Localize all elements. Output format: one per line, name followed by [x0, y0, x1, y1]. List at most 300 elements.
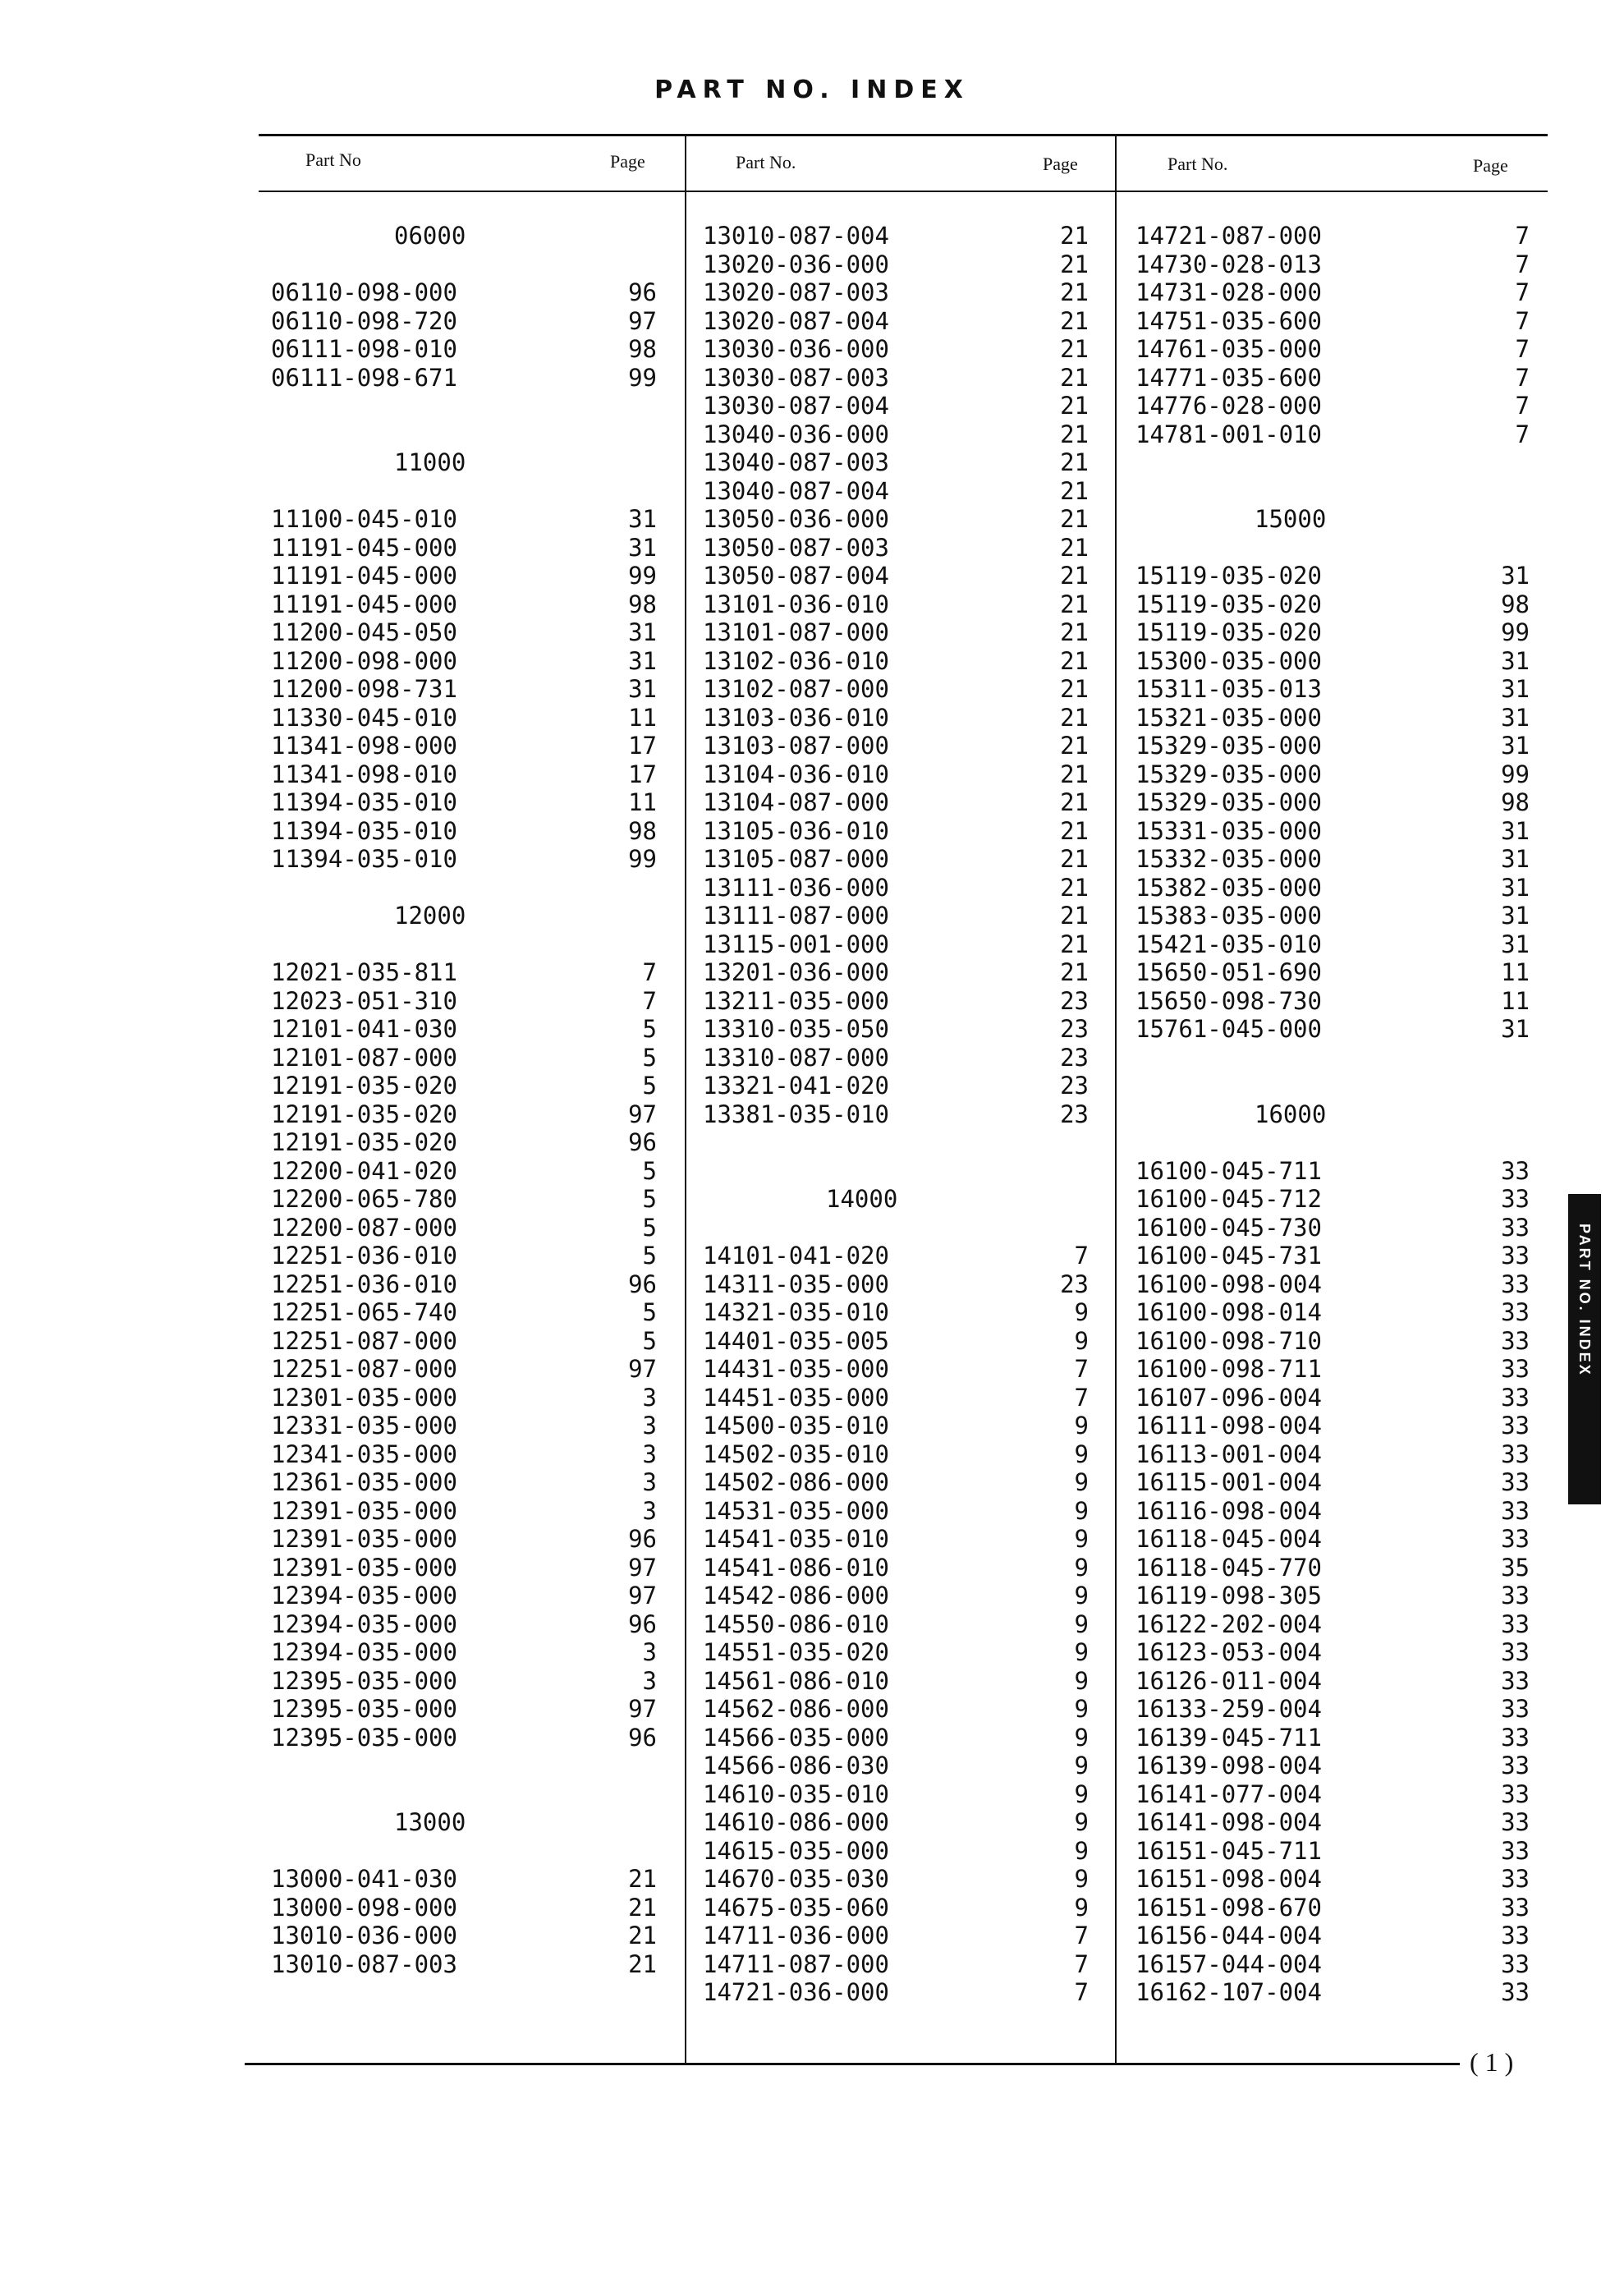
part-number: 13010-036-000: [271, 1922, 457, 1949]
index-row: [271, 1525, 673, 1554]
page-reference: 96: [628, 1128, 657, 1156]
index-row: [703, 477, 1105, 506]
part-number: 14610-035-010: [703, 1779, 889, 1808]
index-row: [703, 1638, 1105, 1667]
part-number: 13102-087-000: [703, 675, 889, 703]
page-reference: 33: [1501, 1185, 1530, 1213]
part-number: 12395-035-000: [271, 1695, 457, 1723]
part-number: 14401-035-005: [703, 1326, 889, 1355]
page-reference: 5: [642, 1185, 657, 1213]
index-row: [1135, 1922, 1538, 1950]
index-row: [271, 307, 673, 336]
page-reference: 98: [628, 335, 657, 363]
index-row: [271, 788, 673, 817]
page-reference: 9: [1074, 1752, 1089, 1779]
page-reference: 99: [628, 845, 657, 873]
spacer-row: [271, 420, 673, 449]
part-number: 14550-086-010: [703, 1609, 889, 1638]
index-row: [703, 930, 1105, 959]
part-number: 11200-098-731: [271, 675, 457, 703]
part-number: 16116-098-004: [1135, 1496, 1322, 1525]
page-reference: 21: [1060, 306, 1089, 335]
page-reference: 9: [1074, 1723, 1089, 1752]
part-number: 16139-098-004: [1135, 1752, 1322, 1779]
index-row: [703, 1837, 1105, 1866]
index-row: [1135, 1950, 1538, 1979]
index-row: [1135, 647, 1538, 676]
page-reference: 7: [1515, 392, 1530, 420]
section-heading-row: [703, 1185, 1105, 1214]
page-reference: 9: [1074, 1553, 1089, 1582]
part-number: 12251-065-740: [271, 1298, 457, 1326]
index-column-3: [1135, 222, 1538, 2007]
part-number: 12191-035-020: [271, 1072, 457, 1100]
part-number: 13321-041-020: [703, 1072, 889, 1100]
part-number: 11330-045-010: [271, 703, 457, 732]
page-reference: 9: [1074, 1695, 1089, 1723]
page-reference: 21: [628, 1865, 657, 1893]
index-row: [271, 1582, 673, 1610]
page-reference: 5: [642, 1043, 657, 1072]
page-reference: 97: [628, 306, 657, 335]
section-heading-row: [271, 448, 673, 477]
index-row: [271, 1157, 673, 1186]
part-number: 14502-086-000: [703, 1468, 889, 1496]
index-row: [271, 647, 673, 676]
page-reference: 7: [1074, 1922, 1089, 1949]
page-reference: 9: [1074, 1638, 1089, 1666]
part-number: 11394-035-010: [271, 816, 457, 845]
part-number: 13310-087-000: [703, 1043, 889, 1072]
part-number: 06110-098-720: [271, 306, 457, 335]
page-reference: 21: [1060, 533, 1089, 562]
page-reference: 3: [642, 1412, 657, 1440]
page-reference: 33: [1501, 1666, 1530, 1695]
spacer-row: [271, 930, 673, 959]
page-reference: 33: [1501, 1723, 1530, 1752]
page-reference: 21: [1060, 816, 1089, 845]
index-row: [271, 1724, 673, 1752]
part-number: 14711-087-000: [703, 1949, 889, 1978]
page-reference: 23: [1060, 986, 1089, 1015]
part-number: 14711-036-000: [703, 1922, 889, 1949]
index-row: [703, 1894, 1105, 1922]
index-row: [703, 1582, 1105, 1610]
page-reference: 9: [1074, 1609, 1089, 1638]
part-number: 13111-036-000: [703, 873, 889, 902]
page-reference: 98: [1501, 788, 1530, 816]
index-row: [1135, 845, 1538, 874]
page-reference: 33: [1501, 1949, 1530, 1978]
index-row: [271, 1865, 673, 1894]
page-reference: 9: [1074, 1779, 1089, 1808]
index-row: [703, 1270, 1105, 1299]
part-number: 16151-045-711: [1135, 1836, 1322, 1865]
page-reference: 33: [1501, 1922, 1530, 1949]
part-number: 13105-036-010: [703, 816, 889, 845]
page-reference: 9: [1074, 1808, 1089, 1836]
page-reference: 7: [642, 958, 657, 986]
part-number: 15119-035-020: [1135, 590, 1322, 618]
page-reference: 21: [1060, 845, 1089, 873]
page-reference: 7: [1515, 250, 1530, 278]
part-number: 14502-035-010: [703, 1440, 889, 1468]
page-reference: 21: [1060, 590, 1089, 618]
part-number: 11200-098-000: [271, 646, 457, 675]
index-row: [703, 335, 1105, 364]
part-number: 12331-035-000: [271, 1412, 457, 1440]
part-number: 13104-087-000: [703, 788, 889, 816]
part-number: 13020-087-003: [703, 278, 889, 306]
part-number: 12341-035-000: [271, 1440, 457, 1468]
page-reference: 31: [1501, 646, 1530, 675]
spacer-row: [1135, 1072, 1538, 1100]
part-number: 16100-098-004: [1135, 1270, 1322, 1298]
index-row: [703, 590, 1105, 619]
index-row: [703, 618, 1105, 647]
index-row: [271, 1412, 673, 1440]
part-number: 16115-001-004: [1135, 1468, 1322, 1496]
index-row: [1135, 930, 1538, 959]
part-number: 14541-035-010: [703, 1525, 889, 1553]
part-number: 14541-086-010: [703, 1553, 889, 1582]
column-divider-2: [1115, 134, 1117, 2064]
page-reference: 35: [1501, 1553, 1530, 1582]
index-row: [1135, 788, 1538, 817]
part-number: 12101-041-030: [271, 1015, 457, 1043]
index-row: [271, 1128, 673, 1157]
page-reference: 33: [1501, 1468, 1530, 1496]
index-row: [1135, 958, 1538, 987]
index-column-1: [271, 222, 673, 1978]
index-row: [703, 222, 1105, 250]
part-number: 16107-096-004: [1135, 1383, 1322, 1412]
column-3-page-header: Page: [1473, 155, 1508, 176]
part-number: 12394-035-000: [271, 1582, 457, 1609]
part-number: 15329-035-000: [1135, 788, 1322, 816]
page-reference: 33: [1501, 1638, 1530, 1666]
index-row: [703, 448, 1105, 477]
page-reference: 31: [1501, 816, 1530, 845]
index-row: [703, 392, 1105, 420]
index-row: [1135, 1015, 1538, 1044]
part-number: 14561-086-010: [703, 1666, 889, 1695]
index-row: [271, 1214, 673, 1242]
page-reference: 21: [1060, 675, 1089, 703]
page-reference: 3: [642, 1666, 657, 1695]
page-reference: 96: [628, 1723, 657, 1752]
index-row: [703, 760, 1105, 789]
page-reference: 99: [1501, 760, 1530, 788]
page-reference: 21: [1060, 222, 1089, 250]
page-reference: 21: [1060, 618, 1089, 646]
page-reference: 21: [1060, 732, 1089, 760]
part-number: 11394-035-010: [271, 788, 457, 816]
index-row: [1135, 1554, 1538, 1582]
index-row: [271, 958, 673, 987]
part-number: 16100-045-731: [1135, 1242, 1322, 1270]
part-number: 16162-107-004: [1135, 1978, 1322, 2006]
page-reference: 23: [1060, 1043, 1089, 1072]
part-number: 16100-045-711: [1135, 1156, 1322, 1185]
index-row: [703, 788, 1105, 817]
index-row: [1135, 1837, 1538, 1866]
part-number: 15421-035-010: [1135, 930, 1322, 958]
page-reference: 33: [1501, 1582, 1530, 1609]
page-reference: 31: [1501, 703, 1530, 732]
part-number: 15329-035-000: [1135, 732, 1322, 760]
part-number: 16156-044-004: [1135, 1922, 1322, 1949]
part-number: 14721-087-000: [1135, 222, 1322, 250]
part-number: 13040-087-003: [703, 448, 889, 476]
part-number: 14101-041-020: [703, 1242, 889, 1270]
page-reference: 31: [1501, 873, 1530, 902]
part-number: 16139-045-711: [1135, 1723, 1322, 1752]
part-number: 13050-036-000: [703, 505, 889, 533]
index-row: [703, 704, 1105, 732]
spacer-row: [271, 1780, 673, 1809]
page-reference: 33: [1501, 1808, 1530, 1836]
index-row: [1135, 1185, 1538, 1214]
page-reference: 21: [1060, 250, 1089, 278]
page-reference: 21: [1060, 703, 1089, 732]
page-reference: 17: [628, 760, 657, 788]
column-divider-1: [685, 134, 686, 2064]
index-row: [1135, 1610, 1538, 1639]
page-reference: 99: [1501, 618, 1530, 646]
page-reference: 21: [1060, 420, 1089, 448]
part-number: 13050-087-003: [703, 533, 889, 562]
column-1-part-header: Part No: [305, 149, 361, 170]
index-row: [703, 1327, 1105, 1356]
page-reference: 31: [1501, 902, 1530, 930]
index-row: [271, 1355, 673, 1384]
part-number: 14451-035-000: [703, 1383, 889, 1412]
page-reference: 98: [628, 590, 657, 618]
page-reference: 31: [1501, 562, 1530, 590]
part-number: 13211-035-000: [703, 986, 889, 1015]
page-reference: 21: [1060, 902, 1089, 930]
part-number: 14615-035-000: [703, 1836, 889, 1865]
index-row: [1135, 675, 1538, 704]
page-reference: 21: [1060, 562, 1089, 590]
index-row: [1135, 562, 1538, 590]
part-number: 14542-086-000: [703, 1582, 889, 1609]
page-reference: 7: [1515, 335, 1530, 363]
page-reference: 23: [1060, 1270, 1089, 1298]
index-row: [1135, 1298, 1538, 1327]
index-row: [1135, 618, 1538, 647]
part-number: 06110-098-000: [271, 278, 457, 306]
index-row: [271, 1922, 673, 1950]
page-reference: 9: [1074, 1440, 1089, 1468]
part-number: 14562-086-000: [703, 1695, 889, 1723]
page-reference: 33: [1501, 1865, 1530, 1893]
index-row: [1135, 335, 1538, 364]
index-row: [703, 1242, 1105, 1270]
index-row: [271, 845, 673, 874]
index-row: [271, 704, 673, 732]
part-number: 06111-098-671: [271, 363, 457, 392]
index-row: [1135, 1582, 1538, 1610]
page-reference: 33: [1501, 1270, 1530, 1298]
part-number: 12394-035-000: [271, 1609, 457, 1638]
page-reference: 7: [642, 986, 657, 1015]
part-number: 15331-035-000: [1135, 816, 1322, 845]
page-reference: 31: [628, 675, 657, 703]
index-row: [703, 902, 1105, 930]
part-number: 12391-035-000: [271, 1553, 457, 1582]
index-row: [703, 845, 1105, 874]
part-number: 12200-041-020: [271, 1156, 457, 1185]
index-row: [703, 958, 1105, 987]
part-number: 13000-041-030: [271, 1865, 457, 1893]
part-number: 15382-035-000: [1135, 873, 1322, 902]
index-row: [1135, 1808, 1538, 1837]
index-row: [703, 1468, 1105, 1497]
page-reference: 33: [1501, 1440, 1530, 1468]
page-reference: 5: [642, 1015, 657, 1043]
part-number: 12200-065-780: [271, 1185, 457, 1213]
index-row: [271, 562, 673, 590]
page-reference: 11: [628, 703, 657, 732]
index-row: [1135, 222, 1538, 250]
page-reference: 9: [1074, 1836, 1089, 1865]
part-number: 14321-035-010: [703, 1298, 889, 1326]
part-number: 12395-035-000: [271, 1723, 457, 1752]
part-number: 15311-035-013: [1135, 675, 1322, 703]
index-row: [703, 647, 1105, 676]
page-reference: 9: [1074, 1865, 1089, 1893]
index-row: [1135, 817, 1538, 846]
index-row: [703, 1384, 1105, 1412]
page-reference: 3: [642, 1468, 657, 1496]
part-number: 14721-036-000: [703, 1978, 889, 2006]
section-heading: 14000: [826, 1185, 898, 1213]
part-number: 12101-087-000: [271, 1043, 457, 1072]
page-reference: 96: [628, 1270, 657, 1298]
page-reference: 33: [1501, 1156, 1530, 1185]
spacer-row: [703, 1128, 1105, 1157]
page-reference: 21: [1060, 476, 1089, 505]
column-3-part-header: Part No.: [1168, 154, 1228, 174]
section-heading-row: [271, 902, 673, 930]
index-row: [1135, 1468, 1538, 1497]
part-number: 13020-087-004: [703, 306, 889, 335]
part-number: 16100-045-730: [1135, 1213, 1322, 1242]
page-reference: 7: [1074, 1949, 1089, 1978]
part-number: 11100-045-010: [271, 505, 457, 533]
part-number: 11191-045-000: [271, 590, 457, 618]
page-reference: 9: [1074, 1496, 1089, 1525]
index-row: [1135, 902, 1538, 930]
index-row: [271, 1327, 673, 1356]
index-row: [1135, 1157, 1538, 1186]
index-row: [1135, 1270, 1538, 1299]
index-row: [271, 1100, 673, 1129]
index-row: [1135, 1752, 1538, 1780]
part-number: 16119-098-305: [1135, 1582, 1322, 1609]
index-row: [271, 1950, 673, 1979]
section-heading-row: [1135, 1100, 1538, 1129]
index-row: [1135, 1384, 1538, 1412]
index-row: [271, 534, 673, 563]
index-row: [1135, 1525, 1538, 1554]
index-row: [1135, 1780, 1538, 1809]
index-row: [271, 1667, 673, 1696]
page-reference: 9: [1074, 1893, 1089, 1922]
page-reference: 9: [1074, 1326, 1089, 1355]
page-reference: 98: [628, 816, 657, 845]
index-row: [271, 335, 673, 364]
part-number: 12251-087-000: [271, 1326, 457, 1355]
part-number: 14730-028-013: [1135, 250, 1322, 278]
index-row: [1135, 307, 1538, 336]
spacer-row: [271, 250, 673, 279]
page-reference: 99: [628, 363, 657, 392]
part-number: 13103-036-010: [703, 703, 889, 732]
index-row: [271, 590, 673, 619]
page-reference: 97: [628, 1553, 657, 1582]
side-tab-label: PART NO. INDEX: [1576, 1224, 1593, 1377]
page-reference: 98: [1501, 590, 1530, 618]
page-reference: 7: [1515, 278, 1530, 306]
page-reference: 21: [628, 1949, 657, 1978]
index-row: [271, 1072, 673, 1100]
part-number: 13030-087-004: [703, 392, 889, 420]
part-number: 13030-036-000: [703, 335, 889, 363]
page-reference: 21: [1060, 363, 1089, 392]
page-reference: 9: [1074, 1666, 1089, 1695]
page-reference: 9: [1074, 1298, 1089, 1326]
page-reference: 31: [628, 533, 657, 562]
index-row: [703, 250, 1105, 279]
part-number: 15332-035-000: [1135, 845, 1322, 873]
page-reference: 33: [1501, 1695, 1530, 1723]
spacer-row: [271, 1752, 673, 1780]
index-row: [271, 618, 673, 647]
index-row: [703, 364, 1105, 393]
index-row: [703, 1355, 1105, 1384]
page-reference: 21: [1060, 505, 1089, 533]
part-number: 13101-087-000: [703, 618, 889, 646]
index-row: [1135, 874, 1538, 902]
page-reference: 97: [628, 1100, 657, 1128]
page-reference: 97: [628, 1355, 657, 1383]
part-number: 14566-086-030: [703, 1752, 889, 1779]
section-heading: 11000: [394, 448, 466, 476]
index-row: [703, 1497, 1105, 1526]
part-number: 13105-087-000: [703, 845, 889, 873]
section-heading: 16000: [1255, 1100, 1327, 1128]
page-reference: 31: [1501, 732, 1530, 760]
page-reference: 3: [642, 1440, 657, 1468]
index-row: [1135, 278, 1538, 307]
index-row: [1135, 1412, 1538, 1440]
part-number: 15761-045-000: [1135, 1015, 1322, 1043]
index-row: [1135, 1327, 1538, 1356]
part-number: 16100-098-711: [1135, 1355, 1322, 1383]
page-reference: 5: [642, 1156, 657, 1185]
part-number: 16118-045-004: [1135, 1525, 1322, 1553]
page-reference: 21: [1060, 788, 1089, 816]
section-heading: 15000: [1255, 505, 1327, 533]
part-number: 14751-035-600: [1135, 306, 1322, 335]
part-number: 14776-028-000: [1135, 392, 1322, 420]
part-number: 14431-035-000: [703, 1355, 889, 1383]
index-row: [271, 1894, 673, 1922]
index-row: [703, 1525, 1105, 1554]
